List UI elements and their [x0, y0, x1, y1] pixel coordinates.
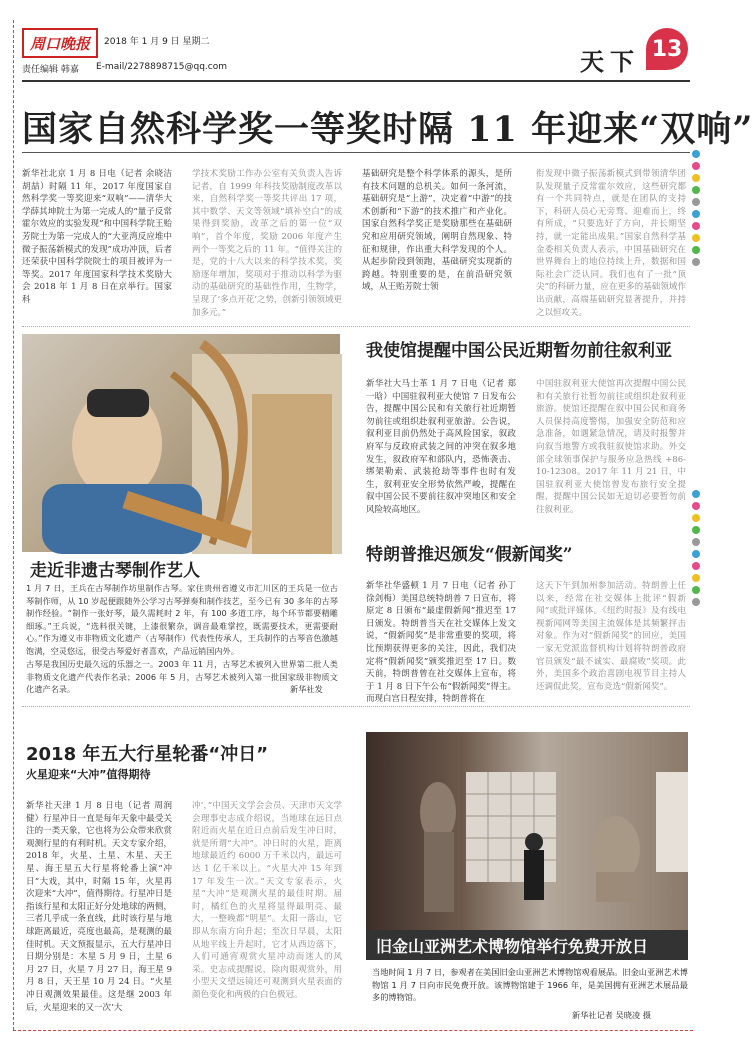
registration-dot	[692, 514, 700, 522]
left-cut-border	[13, 20, 15, 1030]
registration-dot	[692, 490, 700, 498]
registration-dot	[692, 162, 700, 170]
registration-dot	[692, 234, 700, 242]
guqin-body-2: 古琴是我国历史最久远的乐器之一。2003 年 11 月，古琴艺术被列入世界第二批人类非物质文化遗产代表作名录；2006 年 5 月，古琴艺术被列入第一批国家级非物质文化遗产名录。	[26, 659, 338, 695]
section-title: 天下	[580, 47, 640, 76]
syria-headline: 我使馆提醒中国公民近期暂勿前往叙利亚	[366, 341, 672, 361]
registration-dot	[692, 198, 700, 206]
registration-dot	[692, 502, 700, 510]
guqin-photo-illustration	[22, 334, 340, 552]
syria-column-2: 中国驻叙利亚大使馆再次提醒中国公民和有关旅行社暂勿前往或组织赴叙利亚旅游。使馆还提醒在叙中国公民和商务人员保持高度警惕，加强安全防范和应急准备，如遇紧急情况，请及时报警并向叙当地警方或我驻叙使馆求助。外交部全球领事保护与服务应急热线 +86-10-12308。2017 年 11 月 21 日，中国驻叙利亚大使馆曾发布旅行安全提醒，提醒中国公民如无迫切必要暂勿前往叙利亚。	[536, 379, 686, 515]
museum-body: 当地时间 1 月 7 日，参观者在美国旧金山亚洲艺术博物馆观看展品。旧金山亚洲艺术博物馆 1 月 7 日向市民免费开放。该博物馆建于 1966 年，是美国拥有亚洲艺术展品最多的博物馆。	[372, 967, 688, 1003]
syria-column-1: 新华社大马士革 1 月 7 日电（记者 郑一晗）中国驻叙利亚大使馆 7 日发布公告，提醒中国公民和有关旅行社近期暂勿前往或组织赴叙利亚旅游。公告说，叙利亚目前仍然处于高风险国家，叙政府军与反政府武装之间的冲突在叙多地发生，叙政府军和部队内，恐怖袭击、绑架勒索、武装抢劫等事件也时有发生，叙利亚安全形势依然严峻，提醒在叙中国公民不要前往叙冲突地区和安全风险较高地区。	[366, 379, 516, 515]
editor-email: E-mail/2278898715@qq.com	[96, 62, 228, 72]
registration-dot	[692, 150, 700, 158]
museum-photo-illustration	[366, 732, 688, 930]
planets-column-1: 新华社天津 1 月 8 日电（记者 周润健）行星冲日一直是每年天象中最受关注的一类天象，它也将为公众带来欣赏观测行星的有利时机。天文专家介绍，2018 年，火星、土星、木星、天王星、海王星五大行星将轮番上演“冲日”大戏，其中，时隔 15 年，火星再次迎来“大冲”，值得期待。行星冲日是指该行星和太阳正好分处地球的两侧，三者几乎成一条直线，此时该行星与地球距离最近，亮度也最高，是观测的最佳时机。天文预报显示，五大行星冲日日期分别是：木星 5 月 9 日，土星 6 月 27 日，火星 7 月 27 日，海王星 9 月 8 日，天王星 10 月 24 日。“火星冲日观测效果最佳。这是继 2003 年后，火星迎来的又一次‘大	[26, 801, 172, 1013]
section-divider-2	[22, 706, 690, 707]
registration-dot	[692, 222, 700, 230]
planets-subhead: 火星迎来“大冲”值得期待	[26, 768, 151, 781]
section-divider	[22, 326, 690, 327]
registration-dot	[692, 550, 700, 558]
lead-column-3: 基础研究是整个科学体系的源头，是所有技术问题的总机关。如何一条河流，基础研究是“上游”，决定着“中游”的技术创新和“下游”的技术推广和产业化。国家自然科学奖正是奖励那些在基础研究和应用研究领域，阐明自然现象、特征和规律，作出重大科学发现的个人。从起步阶段到领跑，基础研究实现新的跨越。特别重要的是，在前沿研究领域，从王贻芳院士领	[362, 169, 512, 293]
trump-column-2: 这天下午到加州参加活动。特朗普上任以来，经常在社交媒体上批评“假新闻”或批评媒体。《纽约时报》及有线电视新闻网等美国主流媒体是其频繁抨击对象。作为对“假新闻奖”的回应，美国一家无党派监督机构计划将特朗普政府官员颁发“最不诚实、最腐败”奖项。此外，美国多个政治喜剧电视节目主持人还调侃此奖，宣布竞选“假新闻奖”。	[536, 581, 686, 692]
museum-credit: 新华社记者 吴晓凌 摄	[572, 1010, 651, 1020]
registration-dots-top	[692, 150, 700, 270]
registration-dot	[692, 186, 700, 194]
page-number-badge: 13	[646, 28, 688, 70]
registration-dot	[692, 246, 700, 254]
bottom-cut-border	[13, 1030, 693, 1031]
registration-dot	[692, 598, 700, 606]
planets-column-2: 冲’，”中国天文学会会员、天津市天文学会理事史志成介绍说，当地球在远日点附近而火星在近日点前后发生冲日时，就是所谓“大冲”。冲日时的火星，距离地球最近约 6000 万千米以内，最远可达 1 亿千米以上。“火星大冲 15 年到 17 年发生一次。”天文专家表示，火星“大冲”是观测火星的最佳时期。届时，橘红色的火星将显得最明亮、最大，一整晚都“明星”。太阳一落山，它即从东南方向升起；至次日早晨，太阳从地平线上升起时，它才从西边落下，人们可通宵观赏火星冲动而迷人的风采。史志成提醒说，除肉眼观赏外，用小型天文望远镜还可观测到火星表面的颜色变化和两极的白色极冠。	[192, 801, 342, 1000]
editor-credit: 责任编辑 韩嘉	[22, 65, 79, 75]
guqin-maker-photo	[22, 334, 340, 552]
guqin-body-1: 1 月 7 日，王兵在古琴制作坊里制作古琴。家住贵州省遵义市汇川区的王兵是一位古琴制作师，从 10 岁起便跟随外公学习古琴弹奏和制作技艺，至今已有 30 多年的古琴制作经验。“制作一张好琴，最久需耗时 2 年，有 100 多道工序，每个环节都要精雕细琢。”王兵说，“选料很关键，上漆很繁杂，调音最难掌控，既需要技术，更需要耐心。”作为遵义市非物质文化遗产（古琴制作）代表性传承人，王兵制作的古琴音色激越饱满，空灵悠远，很受古琴爱好者喜欢，产品远销国内外。	[26, 583, 338, 656]
registration-dot	[692, 526, 700, 534]
registration-dot	[692, 210, 700, 218]
lead-column-2: 学技术奖励工作办公室有关负责人告诉记者，自 1999 年科技奖励制度改革以来，自然科学奖一等奖共评出 17 项，其中数学、天文等领域“填补空白”的成果得到奖励，改革之后的第一位“双响”，首个年度，奖励 2006 年度产生两个一等奖之后的 11 年。“值得关注的是，党的十八大以来的科学技术奖，奖励逐年增加，奖项对于推动以科学为驱动的基础研究的基础性作用，生物学，呈现了‘多点开花’之势，创新引领领域更加多元。”	[192, 169, 342, 318]
registration-dot	[692, 174, 700, 182]
museum-headline: 旧金山亚洲艺术博物馆举行免费开放日	[376, 937, 649, 956]
lead-headline: 国家自然科学奖一等奖时隔 11 年迎来“双响”	[22, 109, 753, 150]
lead-column-4: 衔发现中微子振荡新模式到带领清华团队发现量子反常霍尔效应，这些研究都有一个共同特点，就是在团队的支持下，科研人员心无旁骛、迎难而上，终有所成，“只要选好了方向，并长期坚持，就一定能出成果。”国家自然科学基金委相关负责人表示，中国基础研究在世界舞台上的地位持续上升，数据和国际社会广泛认同。我们也有了一批“顶尖”的科研力量，应在更多的基础领域作出贡献，高端基础研究显著提升，并持之以恒攻关。	[536, 169, 686, 318]
registration-dot	[692, 586, 700, 594]
guqin-credit: 新华社发	[290, 684, 323, 694]
trump-headline: 特朗普推迟颁发“假新闻奖”	[366, 545, 573, 565]
registration-dot	[692, 574, 700, 582]
planets-headline: 2018 年五大行星轮番“冲日”	[26, 744, 269, 765]
registration-dot	[692, 258, 700, 266]
registration-dot	[692, 562, 700, 570]
newspaper-logo: 周口晚报	[22, 28, 98, 58]
lead-rule	[22, 152, 690, 153]
lead-column-1: 新华社北京 1 月 8 日电（记者 余晓洁 胡喆）时隔 11 年，2017 年度国家自然科学奖一等奖迎来“双响”——清华大学薛其坤院士为第一完成人的“量子反常霍尔效应的实验发现”和中国科学院王贻芳院士为第一完成人的“大亚湾反应堆中微子振荡新模式的发现”成功冲顶，后者还荣获中国科学院院士的项目被评为一等奖。2017 年度国家科学技术奖励大会 2018 年 1 月 8 日在京举行。国家科	[22, 169, 172, 305]
registration-dots-bottom	[692, 490, 700, 610]
trump-column-1: 新华社华盛顿 1 月 7 日电（记者 孙丁 徐剑梅）美国总统特朗普 7 日宣布，将原定 8 日颁布“最虚假新闻”推迟至 17 日颁发。特朗普当天在社交媒体上发文说，“假新闻奖”是非常重要的奖项，将比预期获得更多的关注，因此，我们决定将“假新闻奖”颁奖推迟至 17 日。数天前，特朗普曾在社交媒体上宣布，将于 1 月 8 日下午公布“假新闻奖”得主。而现白宫日程安排，特朗普将在	[366, 581, 516, 705]
guqin-headline: 走近非遗古琴制作艺人	[30, 561, 200, 581]
masthead-rule	[22, 80, 690, 82]
museum-photo	[366, 732, 688, 930]
registration-dot	[692, 538, 700, 546]
dateline: 2018 年 1 月 9 日 星期二	[104, 37, 210, 47]
